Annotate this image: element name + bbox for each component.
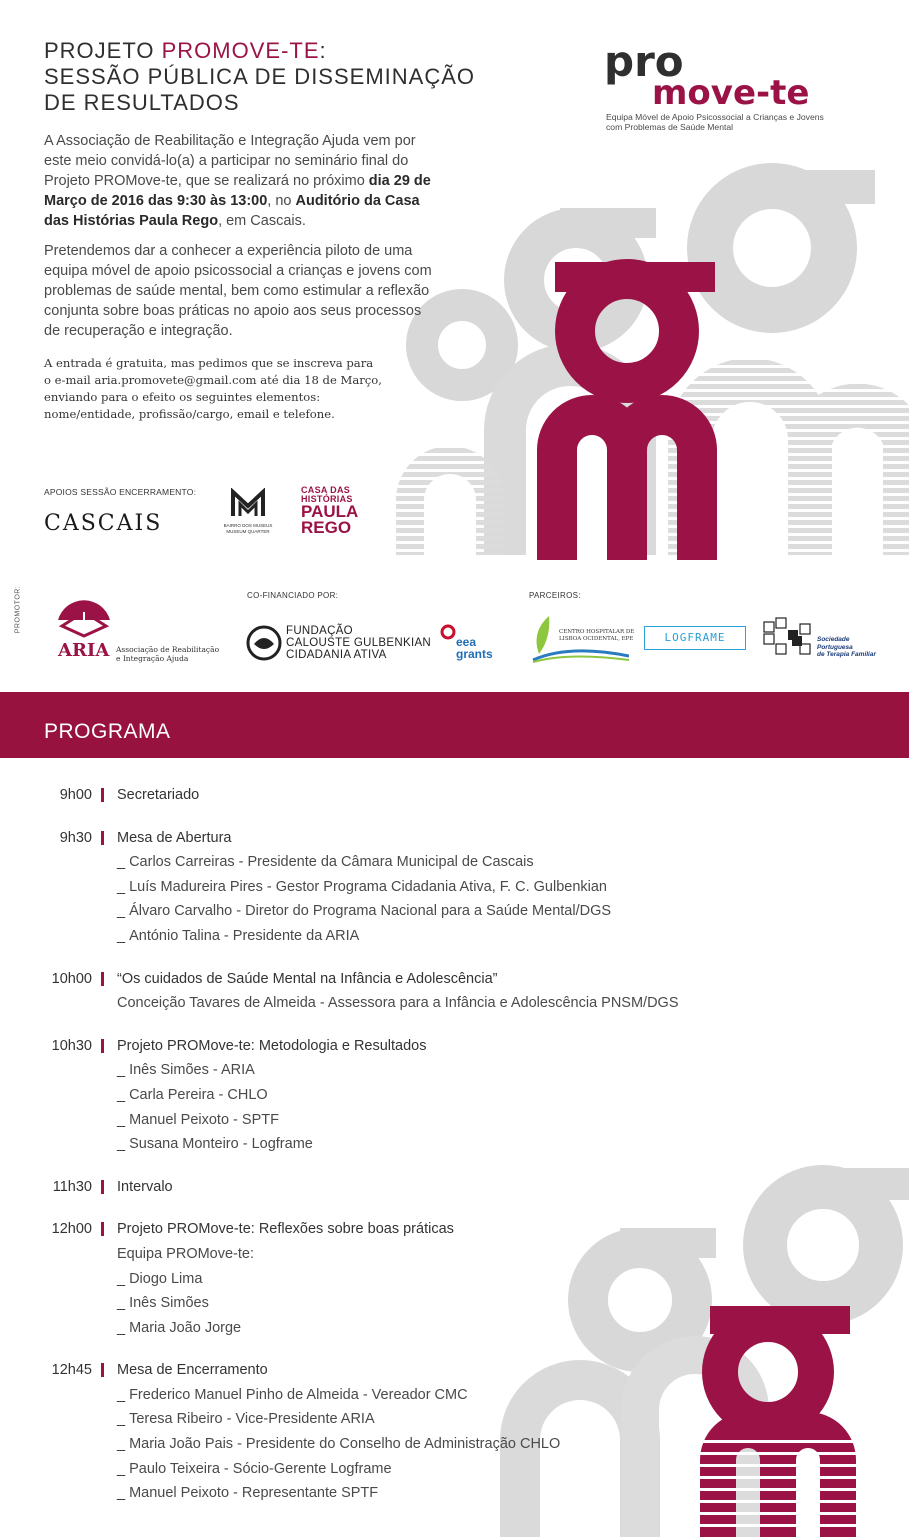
speaker-text: Teresa Ribeiro - Vice-Presidente ARIA <box>129 1411 375 1428</box>
session-note: Equipa PROMove-te: <box>117 1245 255 1262</box>
speaker-text: Paulo Teixeira - Sócio-Gerente Logframe <box>129 1460 392 1477</box>
title-line-2: SESSÃO PÚBLICA DE DISSEMINAÇÃO <box>44 64 476 89</box>
speaker-row <box>0 1108 760 1133</box>
speaker-text: Álvaro Carvalho - Diretor do Programa Nacional para a Saúde Mental/DGS <box>129 903 612 920</box>
aria-subtitle: Associação de Reabilitação e Integração Ajuda <box>116 645 220 663</box>
speaker-text: Susana Monteiro - Logframe <box>129 1136 313 1153</box>
bullet-dash-icon: _ <box>117 903 126 920</box>
speaker-row <box>0 1383 760 1408</box>
bairro-dos-museus-logo: BAIRRO DOS MUSEUS MUSEUM QUARTER <box>216 488 280 535</box>
speaker-item <box>117 1383 468 1407</box>
eea-grants-icon <box>440 624 456 645</box>
speaker-text: Diogo Lima <box>129 1270 203 1287</box>
speaker-item <box>117 1481 378 1505</box>
bullet-dash-icon: _ <box>117 854 126 871</box>
programa-header <box>0 692 909 758</box>
session-divider <box>101 1363 104 1377</box>
bullet-dash-icon: _ <box>117 1319 126 1336</box>
brand-pro: pro <box>604 38 684 86</box>
parceiros-label: PARCEIROS: <box>529 591 581 600</box>
speaker-item <box>117 1132 313 1156</box>
session-divider <box>101 831 104 845</box>
cascais-logo: CASCAIS <box>44 511 163 536</box>
speaker-row <box>0 875 760 900</box>
program-session <box>0 967 760 1016</box>
bullet-dash-icon: _ <box>117 1111 126 1128</box>
speaker-row <box>0 1267 760 1292</box>
bullet-dash-icon: _ <box>117 1295 126 1312</box>
session-note-row <box>0 991 760 1016</box>
session-header <box>0 783 760 808</box>
speaker-item <box>117 1083 268 1107</box>
session-time: 11h30 <box>52 1178 92 1195</box>
session-time: 9h30 <box>59 829 92 846</box>
gulbenkian-text: FUNDAÇÃO CALOUSTE GULBENKIAN CIDADANIA ATIVA <box>286 625 432 661</box>
session-title: Mesa de Encerramento <box>117 1362 268 1379</box>
brand-tagline: Equipa Móvel de Apoio Psicossocial a Crianças e Jovens com Problemas de Saúde Mental <box>606 112 824 132</box>
aria-name: ARIA <box>58 640 110 661</box>
session-divider <box>101 972 104 986</box>
session-title: “Os cuidados de Saúde Mental na Infância e Adolescência” <box>117 970 498 987</box>
speaker-item <box>117 899 611 923</box>
bairro-m-icon <box>231 488 265 518</box>
partners-row <box>0 578 909 678</box>
speaker-item <box>117 1058 255 1082</box>
bullet-dash-icon: _ <box>117 1386 126 1403</box>
program-session <box>0 826 760 949</box>
speaker-text: Frederico Manuel Pinho de Almeida - Vereador CMC <box>129 1386 468 1403</box>
speaker-text: Carlos Carreiras - Presidente da Câmara Municipal de Cascais <box>129 854 534 871</box>
session-time: 12h00 <box>51 1221 92 1238</box>
speaker-text: Maria João Pais - Presidente do Conselho de Administração CHLO <box>129 1436 561 1453</box>
session-divider <box>101 1180 104 1194</box>
speaker-text: Inês Simões - ARIA <box>129 1062 255 1079</box>
bullet-dash-icon: _ <box>117 927 126 944</box>
session-note: Conceição Tavares de Almeida - Assessora para a Infância e Adolescência PNSM/DGS <box>117 995 679 1012</box>
speaker-text: Inês Simões <box>129 1295 209 1312</box>
session-title: Intervalo <box>117 1178 173 1195</box>
invitation-paragraph-2: Pretendemos dar a conhecer a experiência piloto de uma equipa móvel de apoio psicossocial a crianças e jovens com problemas de saúde mental, bem como estimular a reflexão conjunta sobre boas práticas no apoio aos seus processos de recuperação e integração. <box>44 243 432 339</box>
session-title: Mesa de Abertura <box>117 829 232 846</box>
speaker-text: Manuel Peixoto - SPTF <box>129 1111 279 1128</box>
speaker-item <box>117 1457 392 1481</box>
session-title: Projeto PROMove-te: Reflexões sobre boas práticas <box>117 1221 454 1238</box>
bullet-dash-icon: _ <box>117 1436 126 1453</box>
speaker-row <box>0 924 760 949</box>
speaker-text: Manuel Peixoto - Representante SPTF <box>129 1485 379 1502</box>
speaker-row <box>0 1058 760 1083</box>
speaker-text: Maria João Jorge <box>129 1319 242 1336</box>
session-time: 12h45 <box>51 1362 92 1379</box>
session-header <box>0 1217 760 1242</box>
speaker-item <box>117 924 359 948</box>
cofinanciado-label: CO-FINANCIADO POR: <box>247 591 339 600</box>
speaker-item <box>117 1267 202 1291</box>
session-header <box>0 1175 760 1200</box>
promotor-label: PROMOTOR: <box>14 585 22 634</box>
session-divider <box>101 1039 104 1053</box>
speaker-row <box>0 1407 760 1432</box>
gulbenkian-emblem-icon <box>245 624 283 667</box>
bullet-dash-icon: _ <box>117 1086 126 1103</box>
speaker-row <box>0 1083 760 1108</box>
page-title <box>44 38 475 116</box>
registration-info: A entrada é gratuita, mas pedimos que se inscreva para o e-mail aria.promovete@gmail.com até dia 18 de Março, enviando para o efeito os seguintes elementos: nome/entidade, profissão/cargo, email e telefone. <box>44 356 382 421</box>
speaker-item <box>117 1108 279 1132</box>
title-line-3: DE RESULTADOS <box>44 90 240 115</box>
speaker-row <box>0 1432 760 1457</box>
sptf-text: Sociedade Portuguesa de Terapia Familiar <box>817 636 877 658</box>
speaker-item <box>117 850 534 874</box>
speaker-item <box>117 1316 241 1340</box>
speaker-text: António Talina - Presidente da ARIA <box>129 927 360 944</box>
speaker-row <box>0 899 760 924</box>
sptf-puzzle-icon <box>762 616 814 665</box>
program-session <box>0 1358 760 1506</box>
speaker-row <box>0 1132 760 1157</box>
title-line-1: PROJETO PROMOVE-TE: <box>44 38 327 63</box>
bullet-dash-icon: _ <box>117 1062 126 1079</box>
speaker-item <box>117 1432 560 1456</box>
logframe-logo: LOGFRAME <box>644 626 746 650</box>
speaker-row <box>0 1481 760 1506</box>
speaker-text: Luís Madureira Pires - Gestor Programa Cidadania Ativa, F. C. Gulbenkian <box>129 878 607 895</box>
bullet-dash-icon: _ <box>117 1460 126 1477</box>
program-session <box>0 783 760 808</box>
session-divider <box>101 788 104 802</box>
session-time: 9h00 <box>59 787 92 803</box>
aria-emblem-icon <box>52 582 116 645</box>
speaker-item <box>117 1407 375 1431</box>
session-note-row <box>0 1242 760 1267</box>
apoios-label: APOIOS SESSÃO ENCERRAMENTO: <box>44 487 197 497</box>
program-session <box>0 1175 760 1200</box>
speaker-text: Carla Pereira - CHLO <box>129 1086 268 1103</box>
session-time: 10h00 <box>51 970 92 987</box>
brand-move: move-te <box>652 73 810 108</box>
session-header <box>0 1358 760 1383</box>
bullet-dash-icon: _ <box>117 1136 126 1153</box>
programa-schedule <box>0 783 760 1506</box>
speaker-row <box>0 1291 760 1316</box>
speaker-item <box>117 875 607 899</box>
bullet-dash-icon: _ <box>117 878 126 895</box>
casa-das-historias-logo: CASA DAS HISTÓRIAS PAULA REGO <box>301 485 359 537</box>
session-header <box>0 1034 760 1059</box>
programa-heading: PROGRAMA <box>44 720 171 743</box>
session-header <box>0 967 760 992</box>
speaker-row <box>0 1316 760 1341</box>
session-header <box>0 826 760 851</box>
speaker-row <box>0 850 760 875</box>
program-session <box>0 1217 760 1340</box>
bullet-dash-icon: _ <box>117 1270 126 1287</box>
session-time: 10h30 <box>51 1037 92 1054</box>
bullet-dash-icon: _ <box>117 1485 126 1502</box>
session-divider <box>101 1222 104 1236</box>
chlo-text: CENTRO HOSPITALAR DE LISBOA OCIDENTAL, EPE <box>559 629 635 642</box>
speaker-item <box>117 1291 209 1315</box>
eea-grants-text: eea grants <box>456 635 493 661</box>
program-session <box>0 1034 760 1157</box>
session-title: Projeto PROMove-te: Metodologia e Resultados <box>117 1037 427 1054</box>
session-title: Secretariado <box>117 787 200 803</box>
speaker-row <box>0 1457 760 1482</box>
bullet-dash-icon: _ <box>117 1411 126 1428</box>
invitation-text <box>44 131 434 423</box>
promove-te-logo <box>604 38 854 113</box>
invitation-paragraph-1: A Associação de Reabilitação e Integração Ajuda vem por este meio convidá-lo(a) a participar no seminário final do Projeto PROMove-te, que se realizará no próximo dia 29 de Março de 2016 das 9:30 às 13:00, no Auditório da Casa das Histórias Paula Rego, em Cascais. <box>44 133 431 229</box>
